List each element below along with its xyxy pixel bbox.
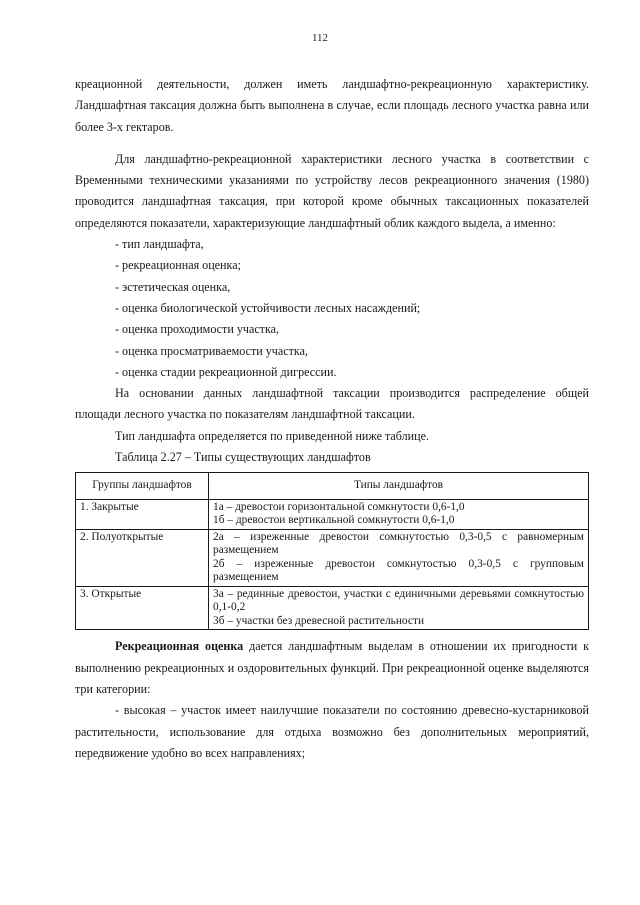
table-row	[76, 529, 589, 586]
type-entry: 1б – древостои вертикальной сомкнутости 0,6-1,0	[213, 514, 455, 527]
paragraph-high-category: - высокая – участок имеет наилучшие показатели по состоянию древесно-кустарниковой растительности, использование для отдыха возможно без дополнительных мероприятий, передвижение удобно во всех направлениях;	[75, 703, 589, 760]
group-cell: 1. Закрытые	[76, 499, 209, 529]
paragraph-landscape-recreation: Для ландшафтно-рекреационной характеристики лесного участка в соответствии с Временными техническими указаниями по устройству лесов рекреационного значения (1980) проводится ландшафтная таксация, при которой кроме обычных таксационных показателей определяются показатели, характеризующие ландшафтный облик каждого выдела, а именно:	[75, 151, 589, 230]
list-item: - оценка биологической устойчивости лесных насаждений;	[115, 300, 421, 315]
group-cell: 3. Открытые	[76, 586, 209, 630]
paragraph-continuation: креационной деятельности, должен иметь ландшафтно-рекреационную характеристику. Ландшафтная таксация должна быть выполнена в случае, если площадь лесного участка равна или более 3-х гектаров.	[75, 77, 589, 134]
paragraph-recreation-assessment	[75, 636, 589, 700]
list-item: - рекреационная оценка;	[115, 258, 241, 273]
page-number: 112	[311, 32, 329, 44]
list-item: - оценка проходимости участка,	[115, 322, 280, 337]
type-entry: 2а – изреженные древостои сомкнутостью 0,3-0,5 с равномерным размещением	[213, 530, 584, 557]
term-recreation-assessment: Рекреационная оценка	[115, 639, 244, 654]
table-row	[76, 499, 589, 529]
type-entry: 1а – древостои горизонтальной сомкнутости 0,6-1,0	[213, 500, 465, 513]
page-body	[75, 74, 589, 764]
column-header-types: Типы ландшафтов	[209, 473, 589, 500]
paragraph-recreation-assessment-text: дается ландшафтным выделам в отношении их пригодности к выполнению рекреационных и оздоровительных функций. При рекреационной оценке выделяются три категории:	[75, 639, 589, 696]
types-cell	[209, 529, 589, 586]
list-item: - оценка просматриваемости участка,	[115, 343, 308, 358]
list-item: - оценка стадии рекреационной дигрессии.	[115, 364, 337, 379]
types-cell	[209, 586, 589, 630]
paragraph-landscape-type: Тип ландшафта определяется по приведенной ниже таблице.	[115, 428, 430, 443]
type-entry: 3б – участки без древесной растительности	[213, 614, 425, 627]
type-entry: 3а – рединные древостои, участки с единичными деревьями сомкнутостью 0,1-0,2	[213, 587, 584, 614]
indicator-list	[75, 234, 589, 383]
type-entry: 2б – изреженные древостои сомкнутостью 0,3-0,5 с групповым размещением	[213, 557, 584, 584]
table-row	[76, 586, 589, 630]
list-item: - эстетическая оценка,	[115, 279, 231, 294]
table-header-row	[76, 473, 589, 500]
landscape-types-table	[75, 472, 589, 630]
column-header-groups: Группы ландшафтов	[76, 473, 209, 500]
list-item: - тип ландшафта,	[115, 237, 204, 252]
group-cell: 2. Полуоткрытые	[76, 529, 209, 586]
table-caption: Таблица 2.27 – Типы существующих ландшафтов	[115, 450, 371, 465]
types-cell	[209, 499, 589, 529]
paragraph-area-distribution: На основании данных ландшафтной таксации производится распределение общей площади лесного участка по показателям ландшафтной таксации.	[75, 386, 589, 422]
